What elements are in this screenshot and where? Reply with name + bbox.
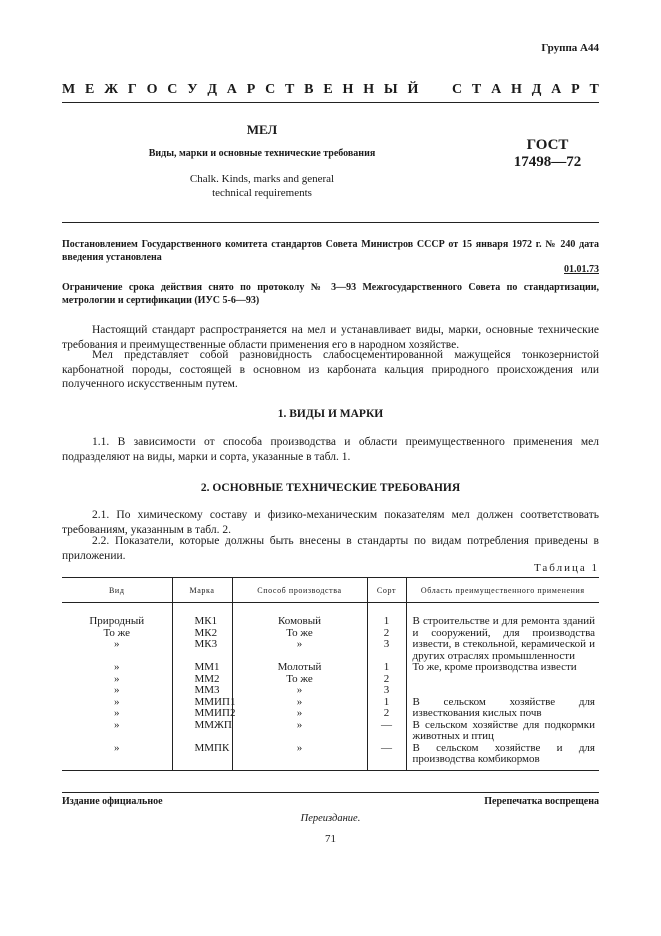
cell-mark: ММЖП	[172, 720, 232, 743]
heading-letter: Д	[207, 82, 217, 97]
table-row	[62, 697, 599, 720]
paragraph-1-1-text: 1.1. В зависимости от способа производства и области преимущественного применения мел подразделяют на виды, марки и сорта, указанные в табл. 1.	[62, 436, 599, 463]
gost-number: 17498—72	[513, 154, 582, 170]
header-rule	[62, 102, 599, 103]
group-label: Группа А44	[541, 42, 599, 54]
heading-letter: Т	[285, 82, 295, 97]
intro-paragraph-1-text: Настоящий стандарт распространяется на мел и устанавливает виды, марки, основные технические требования и преимущественные области применения его в народном хозяйстве.	[62, 324, 599, 351]
cell-mark: ММПК	[172, 743, 232, 771]
heading-letter: Ж	[104, 82, 119, 97]
cell-mark: МК1 МК2 МК3	[172, 603, 232, 663]
heading-letter: Н	[511, 82, 522, 97]
heading-letter: С	[167, 82, 178, 97]
heading-letter: Й	[407, 82, 419, 97]
cell-oblast: В сельском хозяйстве для известкования кислых почв	[406, 697, 599, 720]
gost-designation	[495, 137, 600, 171]
heading-letter: Т	[471, 82, 482, 97]
heading-letter: У	[187, 82, 198, 97]
table-1	[62, 577, 599, 771]
heading-letter: Р	[571, 82, 580, 97]
heading-letter: Н	[342, 82, 354, 97]
heading-letter: Р	[246, 82, 256, 97]
english-title-line2: technical requirements	[212, 187, 312, 199]
heading-letter: Г	[127, 82, 137, 97]
cell-oblast: В сельском хозяйстве и для производства комбикормов	[406, 743, 599, 771]
section-1-title: 1. ВИДЫ И МАРКИ	[277, 408, 384, 420]
heading-letter: Ы	[383, 82, 398, 97]
table-row	[62, 720, 599, 743]
section-2-title: 2. ОСНОВНЫЕ ТЕХНИЧЕСКИЕ ТРЕБОВАНИЯ	[200, 482, 461, 494]
heading-letter: Д	[531, 82, 542, 97]
document-subtitle: Виды, марки и основные технические требования	[148, 148, 376, 159]
heading-letter: Т	[589, 82, 599, 97]
decree-text: Постановлением Государственного комитета стандартов Совета Министров СССР от 15 января 1972 г. № 240 дата введения установлена	[62, 239, 599, 263]
footer-rule	[62, 792, 599, 793]
cell-sposob: Молотый То же »	[232, 662, 367, 697]
english-title-line1: Chalk. Kinds, marks and general	[189, 173, 335, 185]
cell-sort: 1 2 3	[367, 603, 406, 663]
paragraph-2-1	[62, 508, 599, 537]
cell-vid: » » »	[114, 661, 120, 696]
cell-sort: 1 2 3	[367, 662, 406, 697]
intro-paragraph-2	[62, 348, 599, 392]
cell-oblast: В строительстве и для ремонта зданий и сооружений, для производства извести, в стекольной, керамической и других отраслях промышленности	[406, 603, 599, 663]
heading-letter: В	[304, 82, 314, 97]
table-row	[62, 743, 599, 771]
cell-sort: —	[367, 743, 406, 771]
heading-letter: Е	[85, 82, 95, 97]
paragraph-2-1-text: 2.1. По химическому составу и физико-механическим показателям мел должен соответствовать требованиям, указанным в табл. 2.	[62, 509, 599, 536]
cell-oblast: В сельском хозяйстве для подкормки животных и птиц	[406, 720, 599, 743]
header-sort: Сорт	[367, 578, 406, 603]
heading-letter: А	[551, 82, 562, 97]
header-oblast: Область преимущественного применения	[406, 578, 599, 603]
cell-sposob: » »	[232, 697, 367, 720]
table-row	[62, 662, 599, 697]
intro-date: 01.01.73	[564, 264, 599, 275]
footer-official-edition: Издание официальное	[62, 796, 163, 807]
paragraph-2-2	[62, 534, 599, 563]
standard-type-heading	[62, 82, 599, 98]
limit-note: Ограничение срока действия снято по протоколу № 3—93 Межгосударственного Совета по стандартизации, метрологии и сертификации (ИУС 5-6—93)	[62, 282, 599, 306]
page-number: 71	[325, 833, 336, 845]
cell-vid: »	[62, 743, 172, 771]
header-marka: Марка	[172, 578, 232, 603]
paragraph-1-1	[62, 435, 599, 464]
cell-oblast: То же, кроме производства извести	[406, 662, 599, 697]
heading-letter: А	[491, 82, 502, 97]
table-header-row	[62, 578, 599, 603]
cell-vid: Природный То же »	[89, 615, 145, 650]
english-title	[62, 172, 462, 200]
heading-letter: Е	[323, 82, 333, 97]
reissue-note: Переиздание.	[300, 813, 361, 824]
heading-letter	[428, 82, 442, 98]
intro-paragraph-2-text: Мел представляет собой разновидность слабосцементированной мажущейся тонкозернистой карбонатной породы, состоящей в основном из карбоната кальция природного происхождения или полученного искусственным путем.	[62, 349, 599, 390]
gost-label: ГОСТ	[526, 137, 569, 153]
heading-letter: А	[226, 82, 237, 97]
cell-sposob: »	[232, 720, 367, 743]
title-block-rule	[62, 222, 599, 223]
table-caption: Таблица 1	[533, 562, 599, 574]
cell-mark: ММ1 ММ2 ММ3	[172, 662, 232, 697]
cell-mark: ММИП1 ММИП2	[172, 697, 232, 720]
header-sposob: Способ производства	[232, 578, 367, 603]
cell-vid: » »	[114, 695, 120, 719]
header-vid: Вид	[62, 578, 172, 603]
footer-reprint-prohibited: Перепечатка воспрещена	[484, 796, 599, 807]
document-title: МЕЛ	[246, 122, 278, 137]
table-row	[62, 603, 599, 663]
cell-vid: »	[114, 718, 120, 731]
heading-letter: М	[62, 82, 76, 97]
heading-letter: С	[451, 82, 463, 97]
paragraph-2-2-text: 2.2. Показатели, которые должны быть внесены в стандарты по видам потребления приведены в приложении.	[62, 535, 599, 562]
heading-letter: С	[265, 82, 276, 97]
cell-sort: —	[367, 720, 406, 743]
cell-sort: 1 2	[367, 697, 406, 720]
cell-sposob: Комовый То же »	[232, 603, 367, 663]
heading-letter: Н	[363, 82, 375, 97]
cell-sposob: »	[232, 743, 367, 771]
heading-letter: О	[146, 82, 158, 97]
